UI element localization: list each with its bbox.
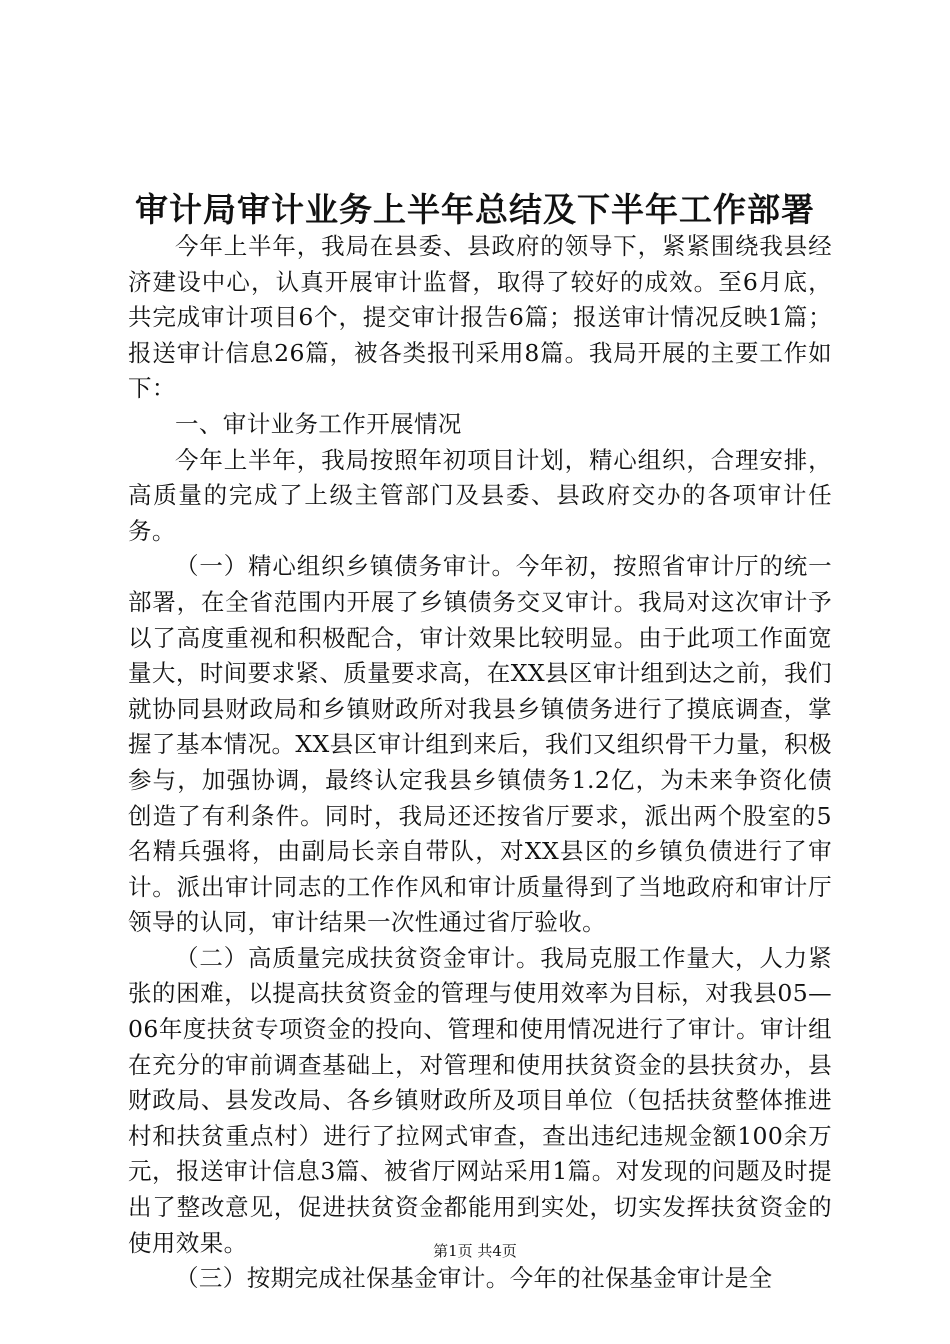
document-title: 审计局审计业务上半年总结及下半年工作部署 — [135, 190, 815, 229]
paragraph-item-3: （三）按期完成社保基金审计。今年的社保基金审计是全 — [175, 1264, 773, 1293]
paragraph-item-2: （二）高质量完成扶贫资金审计。我局克服工作量大，人力紧张的困难，以提高扶贫资金的管理与使用效率为目标，对我县05—06年度扶贫专项资金的投向、管理和使用情况进行了审计。审计组在充分的审前调查基础上，对管理和使用扶贫资金的县扶贫办，县财政局、县发改局、各乡镇财政所及项目单位（包括扶贫整体推进村和扶贫重点村）进行了拉网式审查，查出违纪违规金额100余万元，报送审计信息3篇、被省厅网站采用1篇。对发现的问题及时提出了整改意见，促进扶贫资金都能用到实处，切实发挥扶贫资金的使用效果。 — [128, 943, 832, 1257]
paragraph-intro: 今年上半年，我局在县委、县政府的领导下，紧紧围绕我县经济建设中心，认真开展审计监督，取得了较好的成效。至6月底，共完成审计项目6个，提交审计报告6篇；报送审计情况反映1篇；报送审计信息26篇，被各类报刊采用8篇。我局开展的主要工作如下： — [128, 232, 832, 403]
paragraph-overview: 今年上半年，我局按照年初项目计划，精心组织，合理安排，高质量的完成了上级主管部门及县委、县政府交办的各项审计任务。 — [128, 445, 832, 545]
paragraph-item-1: （一）精心组织乡镇债务审计。今年初，按照省审计厅的统一部署，在全省范围内开展了乡镇债务交叉审计。我局对这次审计予以了高度重视和积极配合，审计效果比较明显。由于此项工作面宽量大，时间要求紧、质量要求高，在XX县区审计组到达之前，我们就协同县财政局和乡镇财政所对我县乡镇债务进行了摸底调查，掌握了基本情况。XX县区审计组到来后，我们又组织骨干力量，积极参与，加强协调，最终认定我县乡镇债务1.2亿，为未来争资化债创造了有利条件。同时，我局还还按省厅要求，派出两个股室的5名精兵强将，由副局长亲自带队，对XX县区的乡镇负债进行了审计。派出审计同志的工作作风和审计质量得到了当地政府和审计厅领导的认同，审计结果一次性通过省厅验收。 — [128, 552, 832, 937]
section-heading-1: 一、审计业务工作开展情况 — [175, 409, 462, 438]
document-body — [128, 229, 832, 1297]
page-footer: 第1页 共4页 — [433, 1242, 517, 1260]
